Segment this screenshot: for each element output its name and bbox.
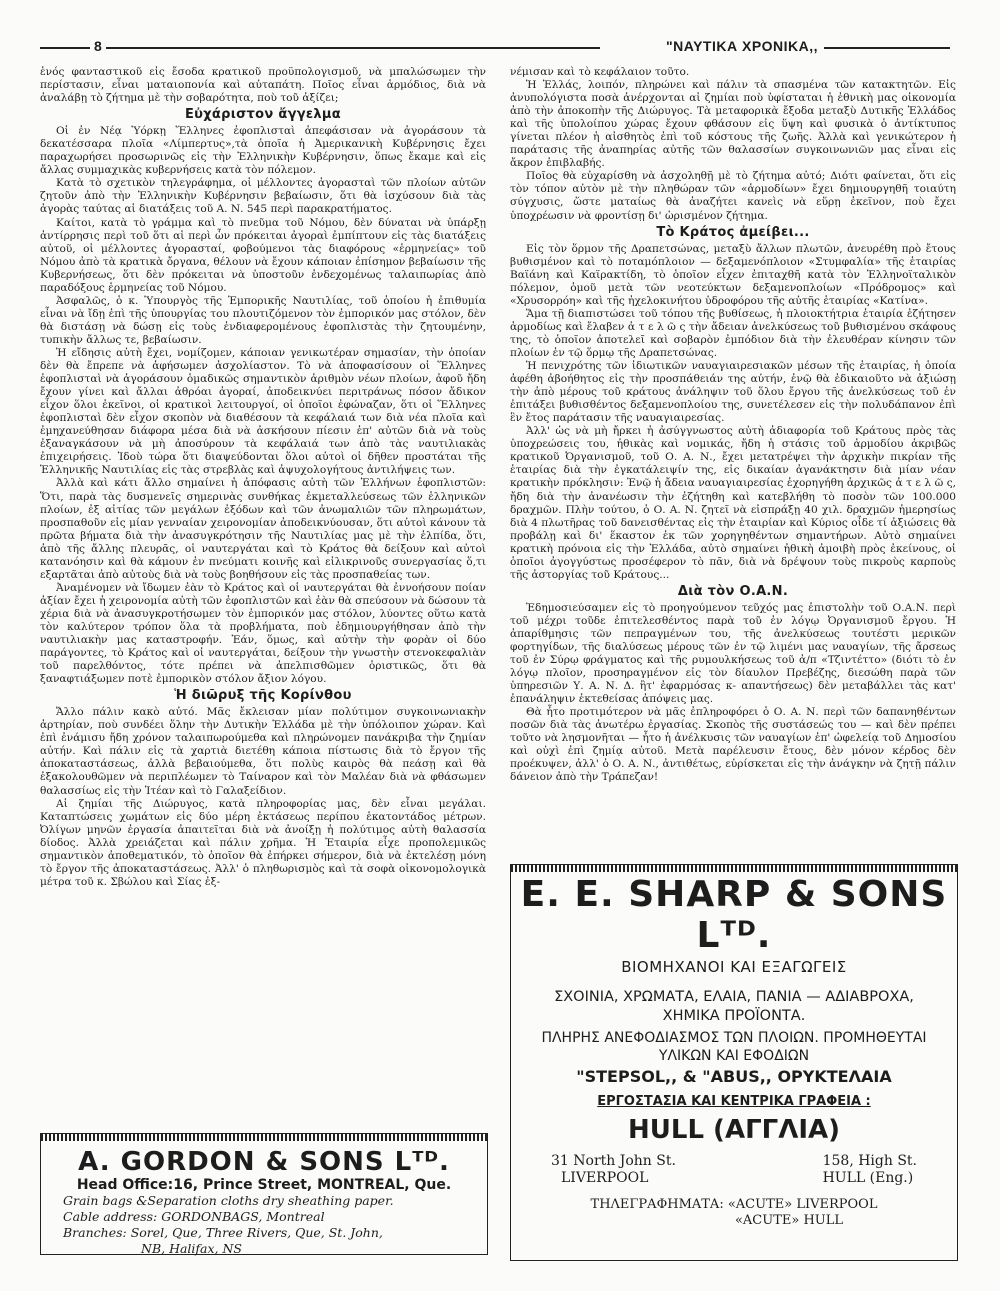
ad-telegram-line: ΤΗΛΕΓΡΑΦΗΜΑΤΑ: «ACUTE» LIVERPOOL xyxy=(590,1197,878,1212)
article-paragraph: Θὰ ἦτο προτιμότερον νὰ μᾶς ἐπληροφόρει ὁ Ο. Α. Ν. περὶ τῶν δαπανηθέντων ποσῶν διὰ τὰς ἀνωτέρω ἐργασίας. Σκοπὸς τῆς συστάσεώς του — καὶ δὲν πρέπει τοῦτο νὰ λησμονῆται — ἦτο ἡ ἀνέλκυσις τῶν ναυαγίων ἐπ' ὠφελείᾳ τοῦ Δημοσίου καὶ οὐχὶ ἐπὶ ζημίᾳ αὐτοῦ. Μετὰ παρέλευσιν ἔτους, δὲν μόνον κέρδος δὲν προέκυψεν, ἀλλ' ὁ Ο. Α. Ν., ἀντιθέτως, εὑρίσκεται εἰς τὴν ἀνάγκην νὰ ζητῇ πάλιν δάνειον ἀπὸ τὴν Τράπεζαν! xyxy=(510,706,956,784)
ad-hq: HULL (ΑΓΓΛΙΑ) xyxy=(628,1115,840,1145)
ad-address-line: LIVERPOOL xyxy=(561,1170,649,1186)
ad-company-name: E. E. SHARP & SONS Lᵀᴰ. xyxy=(520,874,948,956)
header-rule-right xyxy=(820,47,950,49)
ad-trade: ΒΙΟΜΗΧΑΝΟΙ ΚΑΙ ΕΞΑΓΩΓΕΙΣ xyxy=(621,958,847,976)
left-column xyxy=(40,66,486,889)
ad-address-line: 158, High St. xyxy=(822,1153,917,1169)
article-paragraph: Ἀλλὰ καὶ κάτι ἄλλο σημαίνει ἡ ἀπόφασις αὐτὴ τῶν Ἑλλήνων ἐφοπλιστῶν: Ὅτι, παρὰ τὰς δυσμενεῖς σημερινὰς συνθήκας ἐκμεταλλεύσεως τῶν ἑλληνικῶν πλοίων, ἐξ αἰτίας τῶν μεγάλων ἐξόδων καὶ τῶν ἀνωμαλιῶν τῶν πληρωμάτων, προσπαθοῦν εἰς μίαν γενναίαν χειρονομίαν ἀποδεικνύουσαν, ὅτι αὐτοὶ κάνουν τὰ πρῶτα βήματα διὰ τὴν ἀνασυγκρότησιν τῆς Ναυτιλίας μας μὲ τὴν ἐλπίδα, ὅτι, ἀπὸ τῆς ἄλλης πλευρᾶς, οἱ ναυτεργάται καὶ τὸ Κράτος θὰ δείξουν καὶ αὐτοὶ κατανόησιν καὶ θὰ κάμουν ἐν πνεύματι κοινῆς καὶ εἰλικρινοῦς συνεργασίας ὅ,τι εξαρτᾶται ἀπὸ αὐτοὺς διὰ νὰ τοὺς βοηθήσουν εἰς τὰς προσπαθείας των. xyxy=(40,477,486,581)
ad-goods: ΣΧΟΙΝΙΑ, ΧΡΩΜΑΤΑ, ΕΛΑΙΑ, ΠΑΝΙΑ — ΑΔΙΑΒΡΟΧΑ, ΧΗΜΙΚΑ ΠΡΟΪΟΝΤΑ. xyxy=(554,989,914,1024)
page-header xyxy=(40,38,950,56)
article-paragraph: Κατὰ τὸ σχετικὸν τηλεγράφημα, οἱ μέλλοντες ἀγορασταὶ τῶν πλοίων αὐτῶν ζητοῦν ἀπὸ τὴν Ἑλληνικὴν Κυβέρνησιν βεβαίωσιν, ὅτι θὰ ἰσχύσουν διὰ τὰς ἀγορὰς ταύτας αἱ διατάξεις τοῦ Α. Ν. 545 περὶ παρακρατήματος. xyxy=(40,177,486,216)
sharp-advertisement xyxy=(510,864,958,1261)
ad-head-office: Head Office:16, Prince Street, MONTREAL, Que. xyxy=(76,1177,452,1193)
article-paragraph: Ἅμα τῇ διαπιστώσει τοῦ τόπου τῆς βυθίσεως, ἡ πλοιοκτήτρια ἑταιρία ἐζήτησεν ἁρμοδίως καὶ ἔλαβεν ἀ τ ε λ ῶ ς τὴν ἄδειαν ἀνελκύσεως τοῦ βυθισμένου σκάφους της, τὸ ὁποῖον ἀποτελεῖ καὶ σοβαρὸν ἐμπόδιον διὰ τὴν ἐλευθέραν κίνησιν τῶν πλοίων ἐν τῷ ὅρμῳ τῆς Δραπετσώνας. xyxy=(510,307,956,359)
section-heading: Εὐχάριστον ἄγγελμα xyxy=(184,107,342,123)
ad-border-bar xyxy=(41,1134,487,1141)
ad-cable-address: Cable address: GORDONBAGS, Montreal xyxy=(63,1209,325,1224)
ad-company-name: A. GORDON & SONS Lᵀᴰ. xyxy=(78,1147,450,1177)
article-paragraph: Ἡ πενιχρότης τῶν ἰδιωτικῶν ναυαγιαιρεσιακῶν μέσων τῆς ἑταιρίας, ἡ ὁποία ἀφέθη ἀβοήθητος εἰς τὴν προσπάθειάν της αὐτήν, ἐνῷ θὰ ἐδικαιοῦτο νὰ ἀξιώσῃ τὴν ἀπὸ μέρους τοῦ κράτους ἀνάληψιν τοῦ ὅλου ἔργου τῆς ἀνελκύσεως τοῦ ἐν ἐπιτάξει βυθισθέντος δεξαμενοπλοίου της, συνετέλεσεν εἰς τὴν πολυδάπανον ἐπὶ ἓν ἔτος παράτασιν τῆς ναυαγιαιρεσίας. xyxy=(510,360,956,425)
ad-factory: ΕΡΓΟΣΤΑΣΙΑ ΚΑΙ ΚΕΝΤΡΙΚΑ ΓΡΑΦΕΙΑ : xyxy=(597,1094,871,1109)
ad-products: Grain bags &Separation cloths dry sheathing paper. xyxy=(63,1193,394,1208)
article-paragraph: Ἀσφαλῶς, ὁ κ. Ὑπουργὸς τῆς Ἐμπορικῆς Ναυτιλίας, τοῦ ὁποίου ἡ ἐπιθυμία εἶναι νὰ ἴδῃ ἐπὶ τῆς ὑπουργίας του πλουτιζόμενον τὸν ἐμπορικόν μας στόλον, δὲν θὰ διστάσῃ νὰ δώσῃ εἰς τοὺς ἐνδιαφερομένους ἐφοπλιστὰς τὴν ζητουμένην, τυπικὴν ἄλλως τε, βεβαίωσιν. xyxy=(40,294,486,346)
ad-branches: Branches: Sorel, Que, Three Rivers, Que, St. John, xyxy=(63,1225,383,1240)
article-paragraph: Ἡ εἴδησις αὐτὴ ἔχει, νομίζομεν, κάποιαν γενικωτέραν σημασίαν, τὴν ὁποίαν δὲν θὰ ἔπρεπε νὰ ἀφήσωμεν ἀσχολίαστον. Τὸ νὰ ἀποφασίσουν οἱ Ἕλληνες ἐφοπλισταὶ νὰ ἀγοράσουν ὁμαδικῶς σημαντικὸν ἀριθμὸν νέων πλοίων, ἀφοῦ ἤδη ἔχουν γίνει καὶ ἄλλαι ἀθρόαι ἀγοραί, ἀποδεικνύει περιτράνως πόσον ἄδικον εἶχον ὅλοι ἐκεῖνοι, οἱ κρατικοὶ λειτουργοί, οἱ ὁποῖοι ἐφώναζαν, ὅτι οἱ Ἕλληνες ἐφοπλισταὶ δὲν εἶχον σκοπὸν νὰ διαθέσουν τὰ κεφάλαιά των διὰ νέα πλοῖα καὶ ἐμηχανεύθησαν διάφορα μέσα διὰ νὰ ἀσκήσουν πίεσιν ἐπ' αὐτῶν διὰ νὰ τοὺς ἐξαναγκάσουν νὰ μὴ ἀποσύρουν τὰ κεφάλαιά των ἀπὸ τὰς ναυτιλιακὰς ἐπιχειρήσεις. Ἰδοὺ τώρα ὅτι διαψεύδονται ὅλοι αὐτοὶ οἱ δῆθεν προστάται τῆς Ἑλληνικῆς Ναυτιλίας εἰς τὰς στρεβλὰς καὶ ἀψυχολογήτους ἀντιλήψεις των. xyxy=(40,346,486,477)
article-paragraph: Ἄλλο πάλιν κακὸ αὐτό. Μᾶς ἔκλεισαν μίαν πολύτιμον συγκοινωνιακὴν ἀρτηρίαν, ποὺ συνδέει ὅλην τὴν Δυτικὴν Ἑλλάδα μὲ τὴν ὑπόλοιπον χώραν. Καὶ ἐπὶ ἐνάμισυ ἤδη χρόνον ταλαιπωρούμεθα καὶ πληρώνομεν πανάκριβα τὴν ζημίαν αὐτήν. Καὶ πάλιν εἰς τὰ χαρτιὰ διετέθη κάποια πίστωσις διὰ τὸ ἔργον τῆς ἀποκαταστάσεως, ἀλλὰ βεβαιούμεθα, ὅτι πολὺς καιρὸς θὰ πεάσῃ καὶ θὰ ἐξακολουθῶμεν νὰ περιπλέωμεν τὸ Ταίναρον καὶ τὸν Μαλέαν διὰ νὰ φθάσωμεν θαλασσίως εἰς τὴν Ἰτέαν καὶ τὸ Γαλαξείδιον. xyxy=(40,706,486,797)
article-paragraph: Ἐδημοσιεύσαμεν εἰς τὸ προηγούμενον τεῦχός μας ἐπιστολὴν τοῦ Ο.Α.Ν. περὶ τοῦ μέχρι τοῦδε ἐπιτελεσθέντος παρὰ τοῦ ἐν λόγῳ Ὀργανισμοῦ ἔργου. Ἡ ἀπαρίθμησις τῶν πεπραγμένων του, τῆς ἀνελκύσεως τουτέστι μερικῶν φορτηγίδων, τῆς διαλύσεως μέρους τῶν ἐν τῷ λιμένι μας ναυαγίων, τῆς ἄρσεως τοῦ ἐν Σύρῳ φράγματος καὶ τῆς ρυμουλκήσεως τοῦ ἀ/π «Τζιντέττο» (διότι τὸ ἐν λόγῳ πλοῖον, προσηραγμένον εἰς τὸν δίαυλον Πρεβέζης, διεσώθη παρὰ τῶν ὑπηρεσιῶν Υ. Α. Ν. Δ. ἢτ' ἐφαρμόσας κ- απαντήσεως) δὲν μεταβάλλει τὰς κατ' ἐπανάληψιν ἐκτεθείσας ἀπόψεις μας. xyxy=(510,601,956,706)
section-heading: Διὰ τὸν Ο.Α.Ν. xyxy=(677,583,789,599)
ad-address-hull xyxy=(823,1153,917,1187)
ad-telegrams xyxy=(511,1197,957,1229)
section-heading: Ἡ διῶρυξ τῆς Κορίνθου xyxy=(174,688,352,704)
ad-address-liverpool xyxy=(551,1153,676,1187)
ad-supply: ΠΛΗΡΗΣ ΑΝΕΦΟΔΙΑΣΜΟΣ ΤΩΝ ΠΛΟΙΩΝ. ΠΡΟΜΗΘΕΥΤΑΙ ΥΛΙΚΩΝ ΚΑΙ ΕΦΟΔΙΩΝ xyxy=(541,1030,927,1064)
page-number: 8 xyxy=(90,38,106,54)
article-paragraph: Ἀλλ' ὡς νὰ μὴ ἤρκει ἡ ἀσύγγνωστος αὐτὴ ἀδιαφορία τοῦ Κράτους πρὸς τὰς ὑποχρεώσεις του, ἠθικὰς καὶ νομικάς, ἤδη ἡ στάσις τοῦ ἁρμοδίου ἀκριβῶς κρατικοῦ Ὀργανισμοῦ, τοῦ Ο. Α. Ν., ἔχει μετατρέψει τὴν ἀρχικὴν πικρίαν τῆς ἑταιρίας διὰ τὴν ἐγκατάλειψίν της, εἰς δικαίαν ἀγανάκτησιν διὰ μίαν νέαν κρατικὴν πρόκλησιν: Ἐνῷ ἡ ἄδεια ναυαγιαιρεσίας ἐχορηγήθη ἀρχικῶς ἀ τ ε λ ῶ ς, ἤδη διὰ τὴν ἀνανέωσιν τὴν ἐζήτηθη καὶ κατεβλήθη τὸ ποσὸν τῶν 100.000 δραχμῶν. Πλὴν τούτου, ὁ Ο. Α. Ν. ζητεῖ νὰ εἰσπράξῃ 40 χιλ. δραχμῶν ἡμερησίως διὰ 4 πλωτῆρας τοῦ δανεισθέντας εἰς τὴν ἑταιρίαν καὶ Κύριος οἶδε τί ἀξιώσεις θὰ προβάλῃ καὶ δι' ἕκαστον ἐκ τῶν χορηγηθέντων σημαντήρων. Αὐτὸ σημαίνει κρατικὴ πρόνοια εἰς τὴν Ἑλλάδα, αὐτὸ σημαίνει ἠθικὴ ἀμοιβὴ πρὸς ἐκείνους, οἱ ὁποῖοι ἀγογγύστως προσέφερον τὸ πᾶν, διὰ νὰ δρέψουν τοὺς πικροὺς καρποὺς τῆς ἀστοργίας τοῦ Κράτους... xyxy=(510,425,956,581)
article-paragraph: Ἀναμένομεν νὰ ἴδωμεν ἐὰν τὸ Κράτος καὶ οἱ ναυτεργάται θὰ ἐννοήσουν ποίαν ἀξίαν ἔχει ἡ χειρονομία αὐτὴ τῶν ἐφοπλιστῶν καὶ ἐὰν θὰ σπεύσουν νὰ δώσουν τὰ χέρια διὰ νὰ ἀνασυγκροτήσωμεν τὸν ἐμπορικόν μας στόλον, λύοντες οὕτω κατὰ τὸν καλύτερον τρόπον ὅλα τὰ προβλήματα, ποὺ ἐδημιουργήθησαν ἀπὸ τὴν ναυτιλιακὴν μας καταστροφήν. Ἐάν, ὅμως, καὶ αὐτὴν τὴν φορὰν οἱ δύο παράγοντες, τὸ Κράτος καὶ οἱ ναυτεργάται, δείξουν τὴν γνωστὴν στενοκεφαλιὰν τοῦ παρελθόντος, τότε πρέπει νὰ ἀπελπισθῶμεν ὁριστικῶς, ὅτι θὰ ξαναφτιάξωμεν ποτὲ ἐμπορικὸν στόλον ἄξιον λόγου. xyxy=(40,581,486,686)
ad-brands: "STEPSOL,, & "ABUS,, ΟΡΥΚΤΕΛΑΙΑ xyxy=(576,1067,892,1086)
gordon-advertisement xyxy=(40,1133,488,1255)
ad-addresses xyxy=(511,1153,957,1193)
running-title: "ΝΑΥΤΙΚΑ ΧΡΟΝΙΚΑ,, xyxy=(660,38,824,54)
article-paragraph: Οἱ ἐν Νέᾳ Ὑόρκῃ Ἕλληνες ἐφοπλισταὶ ἀπεφάσισαν νὰ ἀγοράσουν τὰ δεκατέσσαρα πλοῖα «Λίμπερτυς»,τὰ ὁποῖα ἡ Ἀμερικανικὴ Κυβέρνησις ἔχει παραχωρήσει προσωρινῶς εἰς τὴν Ἑλληνικὴν Κυβέρνησιν, ὅπως ἔκαμε καὶ εἰς ἄλλας συμμαχικὰς κυβερνήσεις κατὰ τὸν πόλεμον. xyxy=(40,125,486,177)
article-paragraph: Εἰς τὸν ὅρμον τῆς Δραπετσώνας, μεταξὺ ἄλλων πλωτῶν, ἀνευρέθη πρὸ ἔτους βυθισμένον καὶ τὸ ποταμόπλοιον — δεξαμενόπλοιον «Στυμφαλία» τῆς ἑταιρίας Βαϊάνη καὶ Καϊρακτίδη, τὸ ὁποῖον εἶχεν ἐπιταχθῆ κατὰ τὸν Ἑλληνοϊταλικὸν πόλεμον, ὁμοῦ μετὰ τῶν νεοτεύκτων δεξαμενοπλοίων «Πρόδρομος» καὶ «Χρυσορρόη» καὶ τῆς ἠχελοκινήτου ὑδροφόρου τῆς αὐτῆς ἑταιρίας «Κατίνα». xyxy=(510,242,956,307)
ad-address-line: 31 North John St. xyxy=(551,1153,676,1169)
article-paragraph: Ἡ Ἑλλάς, λοιπόν, πληρώνει καὶ πάλιν τὰ σπασμένα τῶν κατακτητῶν. Εἰς ἀνυπολόγιστα ποσὰ ἀνέρχονται αἱ ζημίαι ποὺ ὑφίσταται ἡ ἐθνικὴ μας οἰκονομία ἀπὸ τὴν ἀποκοπὴν τῆς Διώρυγος. Τὰ μεταφορικὰ ἔξοδα μεταξὺ Δυτικῆς Ἑλλάδος καὶ τῆς ὑπολοίπου χώρας ἔχουν φθάσουν εἰς ὕψη καὶ φυσικὰ ὁ ἀντίκτυπος γίνεται πλέον ἡ αἰσθητὸς ἐπὶ τοῦ κόστους τῆς ζωῆς. Ἀλλὰ καὶ γενικώτερον ἡ παράτασις τῆς ἀναπηρίας αὐτῆς τῶν θαλασσίων συγκοινωνιῶν μας εἶναι εἰς ἄκρον ἐπιβλαβής. xyxy=(510,79,956,170)
article-paragraph: Καίτοι, κατὰ τὸ γράμμα καὶ τὸ πνεῦμα τοῦ Νόμου, δὲν δύναται νὰ ὑπάρξῃ ἀντίρρησις περὶ τοῦ ὅτι αἱ περὶ ὧν πρόκειται ἀγοραὶ ἐμπίπτουν εἰς τὰς διατάξεις αὐτοῦ, οἱ μέλλοντες ἀγορασταί, φοβούμενοι τὰς διαφόρους «ἑρμηνείας» τοῦ Νόμου ἀπὸ τὰ κρατικὰ ὄργανα, θέλουν νὰ ἔχουν κάποιαν ἐπίσημον βεβαίωσιν τῆς Κυβερνήσεως, ὅτι δὲν πρόκειται νὰ ὑποστοῦν ἐνδεχομένως ταλαιπωρίας ἀπὸ παραδόξους ἑρμηνείας τοῦ Νόμου. xyxy=(40,216,486,294)
ad-telegram-line: «ACUTE» HULL xyxy=(734,1213,844,1228)
ad-branches-cont: NB, Halifax, NS xyxy=(141,1241,242,1256)
article-paragraph: ἑνός φανταστικοῦ εἰς ἔσοδα κρατικοῦ προϋπολογισμοῦ, νὰ μπαλώσωμεν τὴν περίστασιν, εἶναι ματαιοπονία καὶ αὐταπάτη. Ποῖος εἶναι ἁρμόδιος, διὰ νὰ ἀναλάβῃ τὸ ζήτημα μὲ τὴν σοβαρότητα, ποὺ τοῦ ἀξίζει; xyxy=(40,66,486,105)
article-paragraph: νέμισαν καὶ τὸ κεφάλαιον τοῦτο. xyxy=(510,66,690,78)
header-rule-left xyxy=(40,47,600,49)
ad-border-bar xyxy=(511,865,957,872)
section-heading: Τὸ Κράτος ἀμείβει... xyxy=(656,224,810,240)
ad-address-line: HULL (Eng.) xyxy=(822,1170,914,1186)
article-paragraph: Αἱ ζημίαι τῆς Διώρυγος, κατὰ πληροφορίας μας, δὲν εἶναι μεγάλαι. Καταπτώσεις χωμάτων εἰς δύο μέρη ἐκτάσεως περίπου ἑκατοντάδος μέτρων. Ὀλίγων μηνῶν ἐργασία ἀπαιτεῖται διὰ νὰ ἀνοίξῃ ἡ πολύτιμος αὐτὴ θαλασσία δίοδος. Ἀλλὰ χρειάζεται καὶ πάλιν χρῆμα. Ἡ Ἑταιρία εἶχε προπολεμικῶς σημαντικὸν ἀποθεματικόν, τὸ ὁποῖον θὰ ἐπήρκει σήμερον, διὰ νὰ ἐκτελέσῃ μόνη τὸ ἔργον τῆς ἀποκαταστάσεως. Ἀλλ' ὁ πληθωρισμὸς καὶ τὰ σοφὰ οἰκονομολογικὰ μέτρα τοῦ κ. Σβώλου καὶ Σίας ἐξ- xyxy=(40,797,486,888)
right-column xyxy=(510,66,956,785)
article-paragraph: Ποῖος θὰ εὐχαρίσθη νὰ ἀσχοληθῇ μὲ τὸ ζήτημα αὐτό; Διότι φαίνεται, ὅτι εἰς τὸν τόπον αὐτὸν μὲ τὴν πληθώραν τῶν «ἁρμοδίων» ἔχει δημιουργηθῆ τοιαύτη σύγχυσις, ὥστε ματαίως θὰ ἀναζήτει κανεὶς νὰ εὕρῃ ἐκεῖνον, ποὺ ἔχει ὑποχρέωσιν νὰ φροντίσῃ δι' ὡρισμένον ζήτημα. xyxy=(510,170,956,222)
